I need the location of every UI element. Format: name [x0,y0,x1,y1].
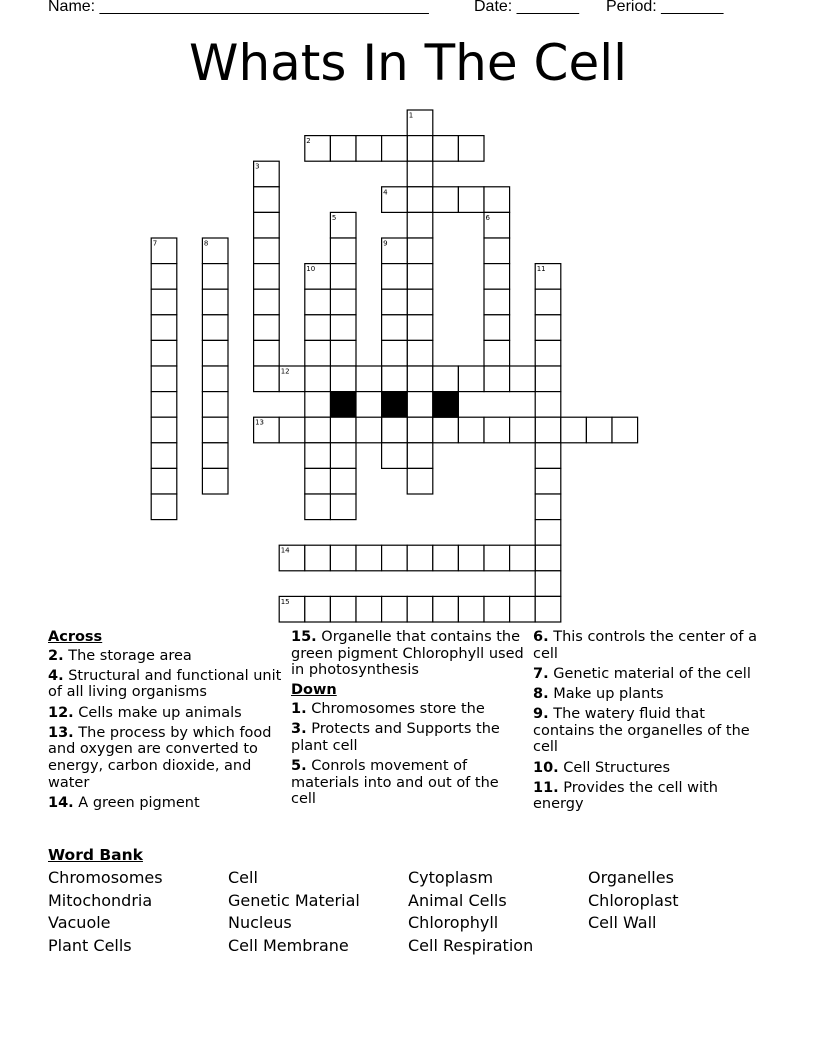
clue-number-label: 11 [536,265,546,274]
clue-across-14: 14. A green pigment [48,794,200,811]
grid-cell[interactable] [151,289,177,315]
clues-column-2 [291,629,527,811]
clue-number-label: 4 [383,188,388,197]
grid-cell[interactable] [407,366,433,392]
grid-cell[interactable] [612,417,638,443]
grid-cell[interactable] [151,443,177,469]
clue-down-6: 6. This controls the center of a cell [533,629,758,662]
grid-cell[interactable] [510,596,536,622]
grid-cell[interactable] [510,545,536,571]
grid-cell[interactable] [535,468,561,494]
grid-cell[interactable] [458,545,484,571]
grid-cell[interactable] [202,315,228,341]
clue-across-13: 13. The process by which food and oxygen are converted to energy, carbon dioxide, and water [48,724,272,791]
grid-cell[interactable] [254,340,280,366]
grid-cell[interactable] [254,238,280,264]
grid-cell[interactable] [151,315,177,341]
grid-cell[interactable] [484,340,510,366]
grid-cell[interactable] [535,289,561,315]
grid-cell[interactable] [356,366,382,392]
grid-cell[interactable] [356,545,382,571]
grid-cell[interactable] [484,187,510,213]
clue-number-label: 2 [306,137,311,146]
grid-cell[interactable] [330,417,356,443]
word-bank-item: Chlorophyll [408,913,499,932]
clue-down-3: 3. Protects and Supports the plant cell [291,721,500,754]
grid-cell[interactable] [458,187,484,213]
grid-cell[interactable] [151,417,177,443]
grid-cell[interactable] [151,366,177,392]
grid-cell[interactable] [433,366,459,392]
grid-cell[interactable] [458,366,484,392]
grid-cell[interactable] [484,545,510,571]
grid-cell[interactable] [407,596,433,622]
grid-cell[interactable] [305,417,331,443]
grid-cell[interactable] [407,443,433,469]
grid-cell[interactable] [330,494,356,520]
clue-number-label: 10 [306,265,316,274]
clue-number-label: 8 [203,239,209,248]
grid-cell[interactable] [330,366,356,392]
word-bank-item: Vacuole [48,913,111,932]
word-bank-item: Chloroplast [588,891,679,910]
grid-cell[interactable] [535,340,561,366]
page-title: Whats In The Cell [189,34,627,92]
grid-cell[interactable] [407,264,433,290]
grid-cell[interactable] [151,392,177,418]
clue-down-9: 9. The watery fluid that contains the organelles of the cell [533,706,750,756]
grid-cell[interactable] [407,417,433,443]
grid-cell[interactable] [330,136,356,162]
grid-cell[interactable] [356,596,382,622]
clue-down-11: 11. Provides the cell with energy [533,779,718,813]
word-bank-item: Cell Membrane [228,936,349,955]
clues-column-1 [48,629,284,815]
grid-cell[interactable] [535,571,561,597]
grid-cell[interactable] [510,366,536,392]
grid-cell[interactable] [356,136,382,162]
clue-number-label: 5 [331,213,337,222]
name-field-label: Name: _____________________________________ [48,0,429,15]
grid-cell[interactable] [407,238,433,264]
grid-cell[interactable] [535,596,561,622]
clue-down-1: 1. Chromosomes store the [291,700,485,717]
grid-cell[interactable] [382,545,408,571]
grid-cell[interactable] [382,366,408,392]
grid-cell[interactable] [484,289,510,315]
grid-cell[interactable] [330,264,356,290]
grid-cell[interactable] [305,392,331,418]
clues-column-3 [533,629,769,817]
clue-across-12: 12. Cells make up animals [48,704,242,721]
period-field-label: Period: _______ [606,0,724,15]
grid-cell[interactable] [356,417,382,443]
grid-cell[interactable] [433,136,459,162]
grid-cell[interactable] [330,340,356,366]
clue-number-label: 7 [152,239,158,248]
clue-down-5: 5. Conrols movement of materials into and out of the cell [291,757,499,808]
word-bank-title: Word Bank [48,846,143,864]
grid-cell[interactable] [305,494,331,520]
word-bank-item: Organelles [588,868,674,887]
down-heading: Down [291,682,337,699]
grid-cell[interactable] [382,340,408,366]
grid-cell[interactable] [202,289,228,315]
grid-cell[interactable] [305,366,331,392]
grid-cell[interactable] [330,596,356,622]
grid-cell[interactable] [458,417,484,443]
clue-number-label: 12 [280,367,290,376]
grid-cell[interactable] [254,315,280,341]
grid-cell[interactable] [407,187,433,213]
grid-cell[interactable] [305,340,331,366]
clue-number-label: 3 [255,162,260,171]
grid-cell[interactable] [535,545,561,571]
grid-cell[interactable] [382,289,408,315]
grid-cell[interactable] [330,443,356,469]
word-bank-item: Plant Cells [48,936,132,955]
grid-cell[interactable] [202,417,228,443]
grid-cell[interactable] [382,264,408,290]
clue-number-label: 6 [485,213,490,222]
word-bank-item: Animal Cells [408,891,507,910]
grid-cell[interactable] [407,136,433,162]
clue-number-label: 13 [255,418,265,427]
blocked-cell [330,392,356,418]
clue-across-4: 4. Structural and functional unit of all living organisms [48,667,282,701]
grid-cell[interactable] [433,545,459,571]
grid-cell[interactable] [382,443,408,469]
word-bank-item: Cell [228,868,258,887]
blocked-cell [382,392,408,418]
grid-cell[interactable] [151,340,177,366]
grid-cell[interactable] [330,468,356,494]
word-bank-item: Genetic Material [228,891,360,910]
grid-cell[interactable] [382,596,408,622]
blocked-cell [433,392,459,418]
clue-down-8: 8. Make up plants [533,685,664,702]
grid-cell[interactable] [330,315,356,341]
grid-cell[interactable] [535,443,561,469]
grid-cell[interactable] [202,392,228,418]
grid-cell[interactable] [561,417,587,443]
grid-cell[interactable] [484,238,510,264]
grid-cell[interactable] [407,289,433,315]
grid-cell[interactable] [254,289,280,315]
clue-down-10: 10. Cell Structures [533,759,671,776]
clue-number-label: 9 [383,239,388,248]
word-bank-item: Nucleus [228,913,292,932]
grid-cell[interactable] [305,443,331,469]
clue-down-7: 7. Genetic material of the cell [533,665,751,682]
grid-cell[interactable] [407,468,433,494]
grid-cell[interactable] [484,417,510,443]
grid-cell[interactable] [151,494,177,520]
grid-cell[interactable] [407,161,433,187]
grid-cell[interactable] [254,212,280,238]
grid-cell[interactable] [202,366,228,392]
grid-cell[interactable] [382,136,408,162]
grid-cell[interactable] [484,596,510,622]
grid-cell[interactable] [433,187,459,213]
grid-cell[interactable] [305,468,331,494]
word-bank-item: Cytoplasm [408,868,494,887]
date-field-label: Date: _______ [474,0,579,15]
grid-cell[interactable] [330,545,356,571]
grid-cell[interactable] [484,366,510,392]
grid-cell[interactable] [407,392,433,418]
grid-cell[interactable] [202,468,228,494]
grid-cell[interactable] [458,596,484,622]
grid-cell[interactable] [535,366,561,392]
grid-cell[interactable] [407,340,433,366]
grid-cell[interactable] [305,545,331,571]
word-bank-item: Cell Respiration [408,936,534,955]
grid-cell[interactable] [279,417,305,443]
grid-cell[interactable] [433,596,459,622]
grid-cell[interactable] [382,315,408,341]
grid-cell[interactable] [382,417,408,443]
grid-cell[interactable] [535,392,561,418]
grid-cell[interactable] [202,443,228,469]
grid-cell[interactable] [330,289,356,315]
grid-cell[interactable] [484,315,510,341]
clue-number-label: 15 [280,597,290,606]
grid-cell[interactable] [407,212,433,238]
grid-cell[interactable] [202,264,228,290]
grid-cell[interactable] [458,136,484,162]
clue-across-2: 2. The storage area [48,647,192,664]
grid-cell[interactable] [151,264,177,290]
grid-cell[interactable] [151,468,177,494]
grid-cell[interactable] [305,289,331,315]
grid-cell[interactable] [535,494,561,520]
grid-cell[interactable] [484,264,510,290]
grid-cell[interactable] [535,520,561,546]
across-heading: Across [48,629,103,645]
grid-cell[interactable] [586,417,612,443]
grid-cell[interactable] [330,238,356,264]
grid-cell[interactable] [407,315,433,341]
grid-cell[interactable] [254,187,280,213]
clue-number-label: 14 [280,546,290,555]
grid-cell[interactable] [254,366,280,392]
grid-cell[interactable] [535,315,561,341]
word-bank-item: Mitochondria [48,891,153,910]
grid-cell[interactable] [305,315,331,341]
grid-cell[interactable] [535,417,561,443]
clue-number-label: 1 [408,111,414,120]
grid-cell[interactable] [305,596,331,622]
grid-cell[interactable] [202,340,228,366]
word-bank-item: Chromosomes [48,868,163,887]
grid-cell[interactable] [510,417,536,443]
clue-across-15: 15. Organelle that contains the green pigment Chlorophyll used in photosynthesis [291,629,524,679]
grid-cell[interactable] [407,545,433,571]
grid-cell[interactable] [433,417,459,443]
grid-cell[interactable] [254,264,280,290]
word-bank-item: Cell Wall [588,913,657,932]
